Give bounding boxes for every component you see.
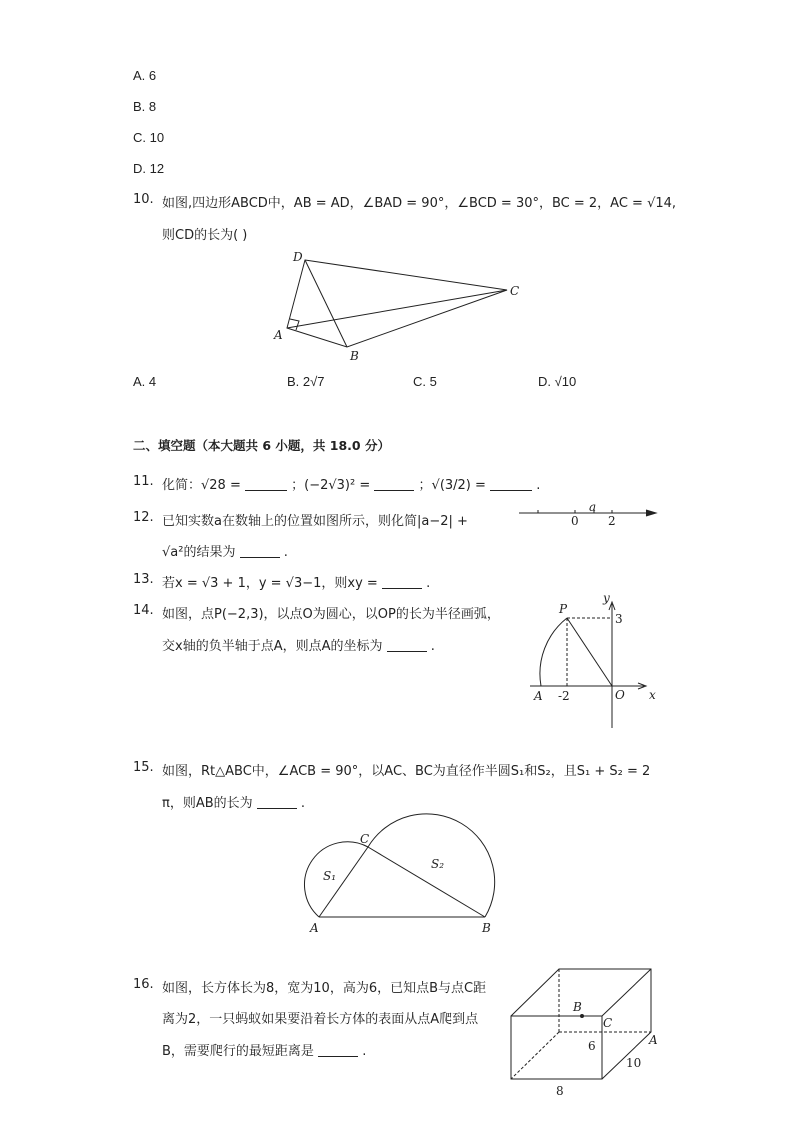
q12-text-end: . bbox=[283, 545, 288, 560]
q12-axis-a: a bbox=[589, 500, 597, 514]
q12-axis-zero: 0 bbox=[571, 514, 579, 528]
q9-option-d: D. 12 bbox=[133, 161, 165, 176]
q16-label-ten: 10 bbox=[626, 1056, 642, 1070]
q13-text: 若x = √3 + 1，y = √3−1，则xy = bbox=[162, 576, 378, 591]
q11-number: 11. bbox=[133, 474, 154, 489]
q16-label-b: B bbox=[573, 1000, 582, 1014]
q15-number: 15. bbox=[133, 760, 154, 775]
q12-number: 12. bbox=[133, 510, 154, 525]
q16-label-six: 6 bbox=[588, 1039, 596, 1053]
q13-text-end: . bbox=[426, 576, 431, 591]
q15-text-line1: 如图，Rt△ABC中，∠ACB = 90°，以AC、BC为直径作半圆S₁和S₂，且S₁ + S₂ = 2 bbox=[162, 764, 651, 779]
q11-text3: ；√(3/2) = bbox=[418, 478, 486, 493]
q11-text2: ；(−2√3)² = bbox=[291, 478, 371, 493]
q10-option-a: A. 4 bbox=[133, 374, 157, 389]
q11-text1: 化简：√28 = bbox=[162, 478, 241, 493]
q10-label-c: C bbox=[510, 284, 520, 298]
q16-label-c: C bbox=[603, 1016, 613, 1030]
q15-label-s1: S₁ bbox=[323, 869, 337, 883]
q14-number: 14. bbox=[133, 603, 154, 618]
q10-text-line2: 则CD的长为( ) bbox=[162, 228, 248, 243]
q14-label-p: P bbox=[559, 602, 568, 616]
q15-label-a: A bbox=[310, 921, 319, 935]
q14-label-three: 3 bbox=[615, 612, 623, 626]
section-heading-fill-in: 二、填空题（本大题共 6 小题，共 18.0 分） bbox=[133, 438, 390, 453]
q10-label-a: A bbox=[274, 328, 283, 342]
q16-text-end: . bbox=[362, 1044, 367, 1059]
q15-label-s2: S₂ bbox=[431, 857, 445, 871]
q14-label-o: O bbox=[615, 688, 625, 702]
q10-number: 10. bbox=[133, 192, 154, 207]
q16-label-eight: 8 bbox=[556, 1084, 564, 1098]
q16-text-line1: 如图，长方体长为8，宽为10，高为6，已知点B与点C距 bbox=[162, 981, 487, 996]
q14-label-a: A bbox=[534, 689, 543, 703]
q10-option-b: B. 2√7 bbox=[287, 374, 325, 389]
q13-number: 13. bbox=[133, 572, 154, 587]
q16-number: 16. bbox=[133, 977, 154, 992]
q14-label-y: y bbox=[603, 591, 610, 605]
q12-text-line2: √a²的结果为 bbox=[162, 545, 236, 560]
q12-axis-two: 2 bbox=[608, 514, 616, 528]
q9-option-b: B. 8 bbox=[133, 99, 157, 114]
q15-text-end: . bbox=[300, 796, 306, 811]
q14-text-line2: 交x轴的负半轴于点A，则点A的坐标为 bbox=[162, 639, 383, 654]
q15-label-c: C bbox=[360, 832, 370, 846]
q16-label-a: A bbox=[649, 1033, 658, 1047]
q10-option-d: D. √10 bbox=[538, 374, 577, 389]
q9-option-c: C. 10 bbox=[133, 130, 165, 145]
q14-label-neg2: -2 bbox=[558, 689, 570, 703]
q14-label-x: x bbox=[649, 688, 656, 702]
q14-text-end: . bbox=[430, 639, 435, 654]
q10-option-c: C. 5 bbox=[413, 374, 437, 389]
q9-option-a: A. 6 bbox=[133, 68, 157, 83]
q16-text-line3: B，需要爬行的最短距离是 bbox=[162, 1044, 314, 1059]
q16-point-b bbox=[580, 1014, 584, 1018]
q10-label-d: D bbox=[293, 250, 303, 264]
q15-text-line2: π，则AB的长为 bbox=[162, 796, 253, 811]
q10-label-b: B bbox=[350, 349, 359, 363]
q16-text-line2: 离为2，一只蚂蚁如果要沿着长方体的表面从点A爬到点 bbox=[162, 1012, 479, 1027]
q12-text-line1: 已知实数a在数轴上的位置如图所示，则化简|a−2| + bbox=[162, 514, 468, 529]
q10-text-line1: 如图,四边形ABCD中，AB = AD，∠BAD = 90°，∠BCD = 30°，BC = 2，AC = √14, bbox=[162, 196, 677, 211]
q11-text4: . bbox=[536, 478, 541, 493]
q14-text-line1: 如图，点P(−2,3)，以点O为圆心，以OP的长为半径画弧， bbox=[162, 607, 500, 622]
q15-label-b: B bbox=[482, 921, 491, 935]
